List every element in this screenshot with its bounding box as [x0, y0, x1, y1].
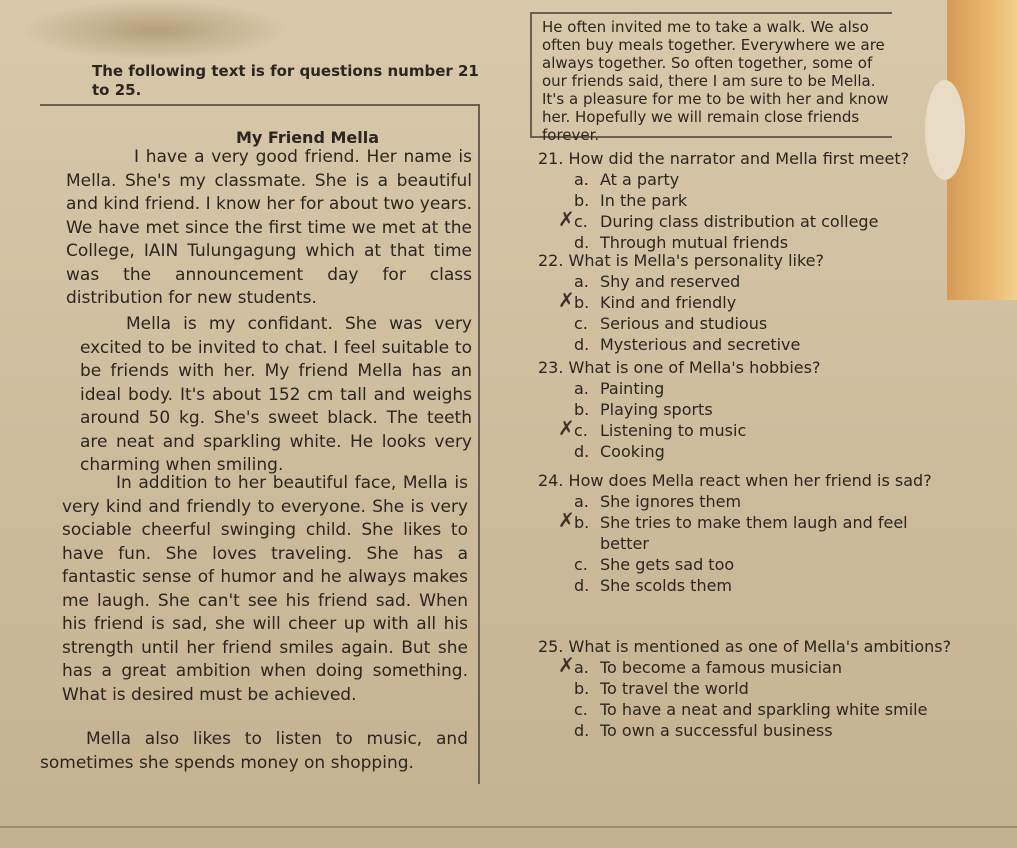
option-letter: c. — [574, 212, 588, 231]
story-title: My Friend Mella — [236, 128, 380, 147]
answer-cross-mark: ✗ — [558, 207, 575, 231]
option-a[interactable] — [538, 378, 948, 399]
answer-cross-mark: ✗ — [558, 508, 575, 532]
option-letter: b. — [574, 293, 590, 312]
question-text: What is mentioned as one of Mella's ambitions? — [568, 637, 952, 656]
option-letter: b. — [574, 191, 590, 210]
option-letter: c. — [574, 314, 588, 333]
option-letter: b. — [574, 679, 590, 698]
option-text: To travel the world — [600, 679, 749, 698]
story-continuation — [530, 12, 892, 144]
question-text: What is one of Mella's hobbies? — [568, 358, 821, 377]
question-number: 25. — [538, 637, 564, 656]
question-number: 21. — [538, 149, 564, 168]
option-letter: c. — [574, 421, 588, 440]
option-text: Mysterious and secretive — [600, 335, 801, 354]
option-letter: a. — [574, 170, 589, 189]
option-a[interactable] — [538, 653, 948, 678]
continuation-text: He often invited me to take a walk. We also often buy meals together. Everywhere we are always together. So often together, some of our friends said, there I am sure to be Mella. It's a pleasure for me to be with her and know her. Hopefully we will remain close friends forever. — [542, 18, 889, 144]
option-text: In the park — [600, 191, 688, 210]
option-text: Listening to music — [600, 421, 747, 440]
option-letter: d. — [574, 233, 590, 252]
option-text: To become a famous musician — [600, 658, 842, 677]
answer-cross-mark: ✗ — [558, 288, 575, 312]
page-bottom-edge — [0, 826, 1017, 828]
option-b[interactable] — [538, 288, 948, 313]
questions-intro: The following text is for questions number 21 to 25. — [92, 62, 479, 99]
option-letter: a. — [574, 272, 589, 291]
option-text: Serious and studious — [600, 314, 768, 333]
question-stem — [538, 357, 948, 378]
option-text: Shy and reserved — [600, 272, 741, 291]
option-letter: d. — [574, 721, 590, 740]
option-d[interactable] — [538, 441, 948, 462]
option-d[interactable] — [538, 720, 948, 741]
option-b[interactable] — [538, 190, 948, 211]
question-text: How does Mella react when her friend is sad? — [568, 471, 932, 490]
option-letter: c. — [574, 555, 588, 574]
question-25 — [538, 636, 952, 741]
option-letter: d. — [574, 335, 590, 354]
option-letter: b. — [574, 513, 590, 532]
question-number: 22. — [538, 251, 564, 270]
question-text: How did the narrator and Mella first meet? — [568, 149, 910, 168]
option-text: Through mutual friends — [600, 233, 789, 252]
option-letter: a. — [574, 492, 589, 511]
question-text: What is Mella's personality like? — [568, 251, 824, 270]
option-text: To own a successful business — [600, 721, 833, 740]
answer-cross-mark: ✗ — [558, 416, 575, 440]
option-a[interactable] — [538, 169, 948, 190]
question-number: 24. — [538, 471, 564, 490]
option-b[interactable] — [538, 508, 948, 554]
option-letter: d. — [574, 442, 590, 461]
option-text: At a party — [600, 170, 680, 189]
option-text: She gets sad too — [600, 555, 735, 574]
paper-stain — [20, 0, 290, 60]
story-paragraph-1: I have a very good friend. Her name is Mella. She's my classmate. She is a beautiful and kind friend. I know her for about two years. We have met since the first time we met at the College, IAIN Tulungagung which at that time was the announcement day for class distribution for new students. — [66, 147, 472, 308]
question-22 — [538, 250, 948, 355]
option-text: She tries to make them laugh and feel better — [600, 513, 908, 553]
option-text: Playing sports — [600, 400, 713, 419]
option-a[interactable] — [538, 491, 948, 512]
option-text: Kind and friendly — [600, 293, 737, 312]
answer-cross-mark: ✗ — [558, 653, 575, 677]
question-stem — [538, 250, 948, 271]
option-c[interactable] — [538, 699, 948, 720]
option-letter: b. — [574, 400, 590, 419]
option-letter: d. — [574, 576, 590, 595]
option-text: She scolds them — [600, 576, 733, 595]
option-b[interactable] — [538, 678, 948, 699]
option-a[interactable] — [538, 271, 948, 292]
option-text: To have a neat and sparkling white smile — [600, 700, 928, 719]
story-paragraph-4: Mella also likes to listen to music, and sometimes she spends money on shopping. — [40, 729, 468, 773]
option-text: She ignores them — [600, 492, 742, 511]
option-letter: a. — [574, 658, 589, 677]
option-c[interactable] — [538, 416, 948, 441]
story-paragraph-2: Mella is my confidant. She was very excited to be invited to chat. I feel suitable to be friends with her. My friend Mella has an ideal body. It's about 152 cm tall and weighs around 50 kg. She's sweet black. The teeth are neat and sparkling white. He looks very charming when smiling. — [80, 314, 472, 475]
option-c[interactable] — [538, 207, 948, 232]
option-text: Cooking — [600, 442, 665, 461]
option-d[interactable] — [538, 334, 948, 355]
option-letter: a. — [574, 379, 589, 398]
option-c[interactable] — [538, 554, 948, 575]
option-text: During class distribution at college — [600, 212, 879, 231]
question-23 — [538, 357, 948, 462]
question-number: 23. — [538, 358, 564, 377]
question-21 — [538, 148, 948, 253]
option-b[interactable] — [538, 399, 948, 420]
question-stem — [538, 636, 968, 657]
option-d[interactable] — [538, 575, 948, 596]
question-24 — [538, 470, 948, 596]
option-c[interactable] — [538, 313, 948, 334]
question-stem — [538, 148, 948, 169]
story-paragraph-3: In addition to her beautiful face, Mella is very kind and friendly to everyone. She is very sociable cheerful swinging child. She likes to have fun. She loves traveling. She has a fantastic sense of humor and he always makes me laugh. She can't see his friend sad. When his friend is sad, she will cheer up with all his strength until her friend smiles again. But she has a great ambition when doing something. What is desired must be achieved. — [62, 473, 468, 705]
question-stem — [538, 470, 968, 491]
option-letter: c. — [574, 700, 588, 719]
option-text: Painting — [600, 379, 665, 398]
